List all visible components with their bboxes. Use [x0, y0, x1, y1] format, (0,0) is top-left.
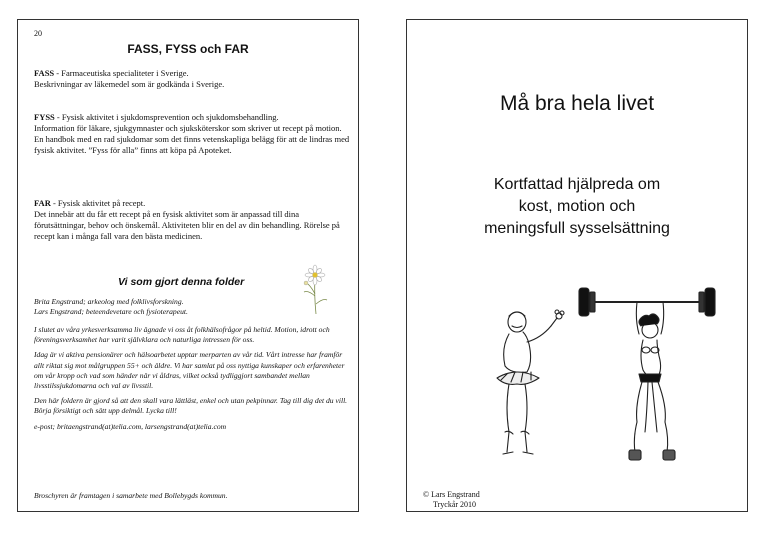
- about-paragraphs: [34, 325, 350, 437]
- right-page: [406, 19, 748, 512]
- left-page: [17, 19, 359, 512]
- cover-title: Må bra hela livet: [499, 92, 655, 115]
- fass-section: [34, 68, 350, 90]
- fyss-term: FYSS: [34, 112, 55, 122]
- copyright-block: [423, 490, 480, 510]
- far-section: [34, 198, 350, 242]
- fyss-section: [34, 112, 350, 156]
- fass-text: Beskrivningar av läkemedel som är godkända i Sverige.: [34, 79, 225, 89]
- author-brita: Brita Engstrand; arkeolog med folklivsforskning.: [34, 297, 184, 306]
- fyss-text: Information för läkare, sjukgymnaster och sjuksköterskor som skriver ut recept på motion. En handbok med en rad sjukdomar som det finns vetenskapliga belägg för att de lindras med fysisk aktivitet. ”Fyss för alla” finns att köpa på Apoteket.: [34, 123, 350, 155]
- fass-term: FASS: [34, 68, 55, 78]
- authors: [34, 297, 350, 317]
- far-text: Det innebär att du får ett recept på en fysisk aktivitet som är anpassad till dina förutsättningar, behov och önskemål. Aktiviteten blir en del av din behandling. Rörelse på recept kan i många fall vara den bästa medicinen.: [34, 209, 340, 241]
- section-title: Vi som gjort denna folder: [118, 276, 245, 288]
- page-title: FASS, FYSS och FAR: [127, 42, 249, 56]
- copyright-line: © Lars Engstrand: [423, 490, 480, 499]
- fyss-expansion: - Fysisk aktivitet i sjukdomsprevention och sjukdomsbehandling.: [54, 112, 279, 122]
- paragraph-3: Den här foldern är gjord så att den skall vara lättläst, enkel och utan pekpinnar. Tag till dig det du vill. Börja försiktigt och sätt upp delmål. Lycka till!: [34, 396, 348, 416]
- paragraph-1: I slutet av våra yrkesverksamma liv ägnade vi oss åt folkhälsofrågor på heltid. Motion, idrott och föreningsverksamhet har varit självklara och naturliga intressen för oss.: [34, 325, 330, 345]
- cover-subtitle: [407, 174, 747, 240]
- far-expansion: - Fysisk aktivitet på recept.: [50, 198, 146, 208]
- far-term: FAR: [34, 198, 51, 208]
- page-number: 20: [34, 29, 42, 38]
- footer-note: Broschyren är framtagen i samarbete med Bollebygds kommun.: [34, 491, 228, 500]
- paragraph-2: Idag är vi aktiva pensionärer och hälsoarbetet upptar merparten av vår tid. Vårt intresse har framför allt riktat sig mot målgruppen 55+ och äldre. Vi har samlat på oss nyttiga kunskaper och erfarenheter om vår kropp och vad som händer när vi åldras, vilket också tydliggjort sambandet mellan livsstilssjukdomarna och val av livsstil.: [34, 350, 345, 391]
- cover-illustration: [487, 282, 727, 468]
- email-line: e-post; britaengstrand(at)telia.com, larsengstrand(at)telia.com: [34, 421, 227, 431]
- print-year: Tryckår 2010: [433, 500, 477, 509]
- subtitle-line-2: kost, motion och: [518, 198, 636, 215]
- author-lars: Lars Engstrand; beteendevetare och fysioterapeut.: [34, 307, 188, 317]
- fass-expansion: - Farmaceutiska specialiteter i Sverige.: [54, 68, 189, 78]
- subtitle-line-1: Kortfattad hjälpreda om: [493, 176, 661, 193]
- subtitle-line-3: meningsfull sysselsättning: [484, 220, 670, 237]
